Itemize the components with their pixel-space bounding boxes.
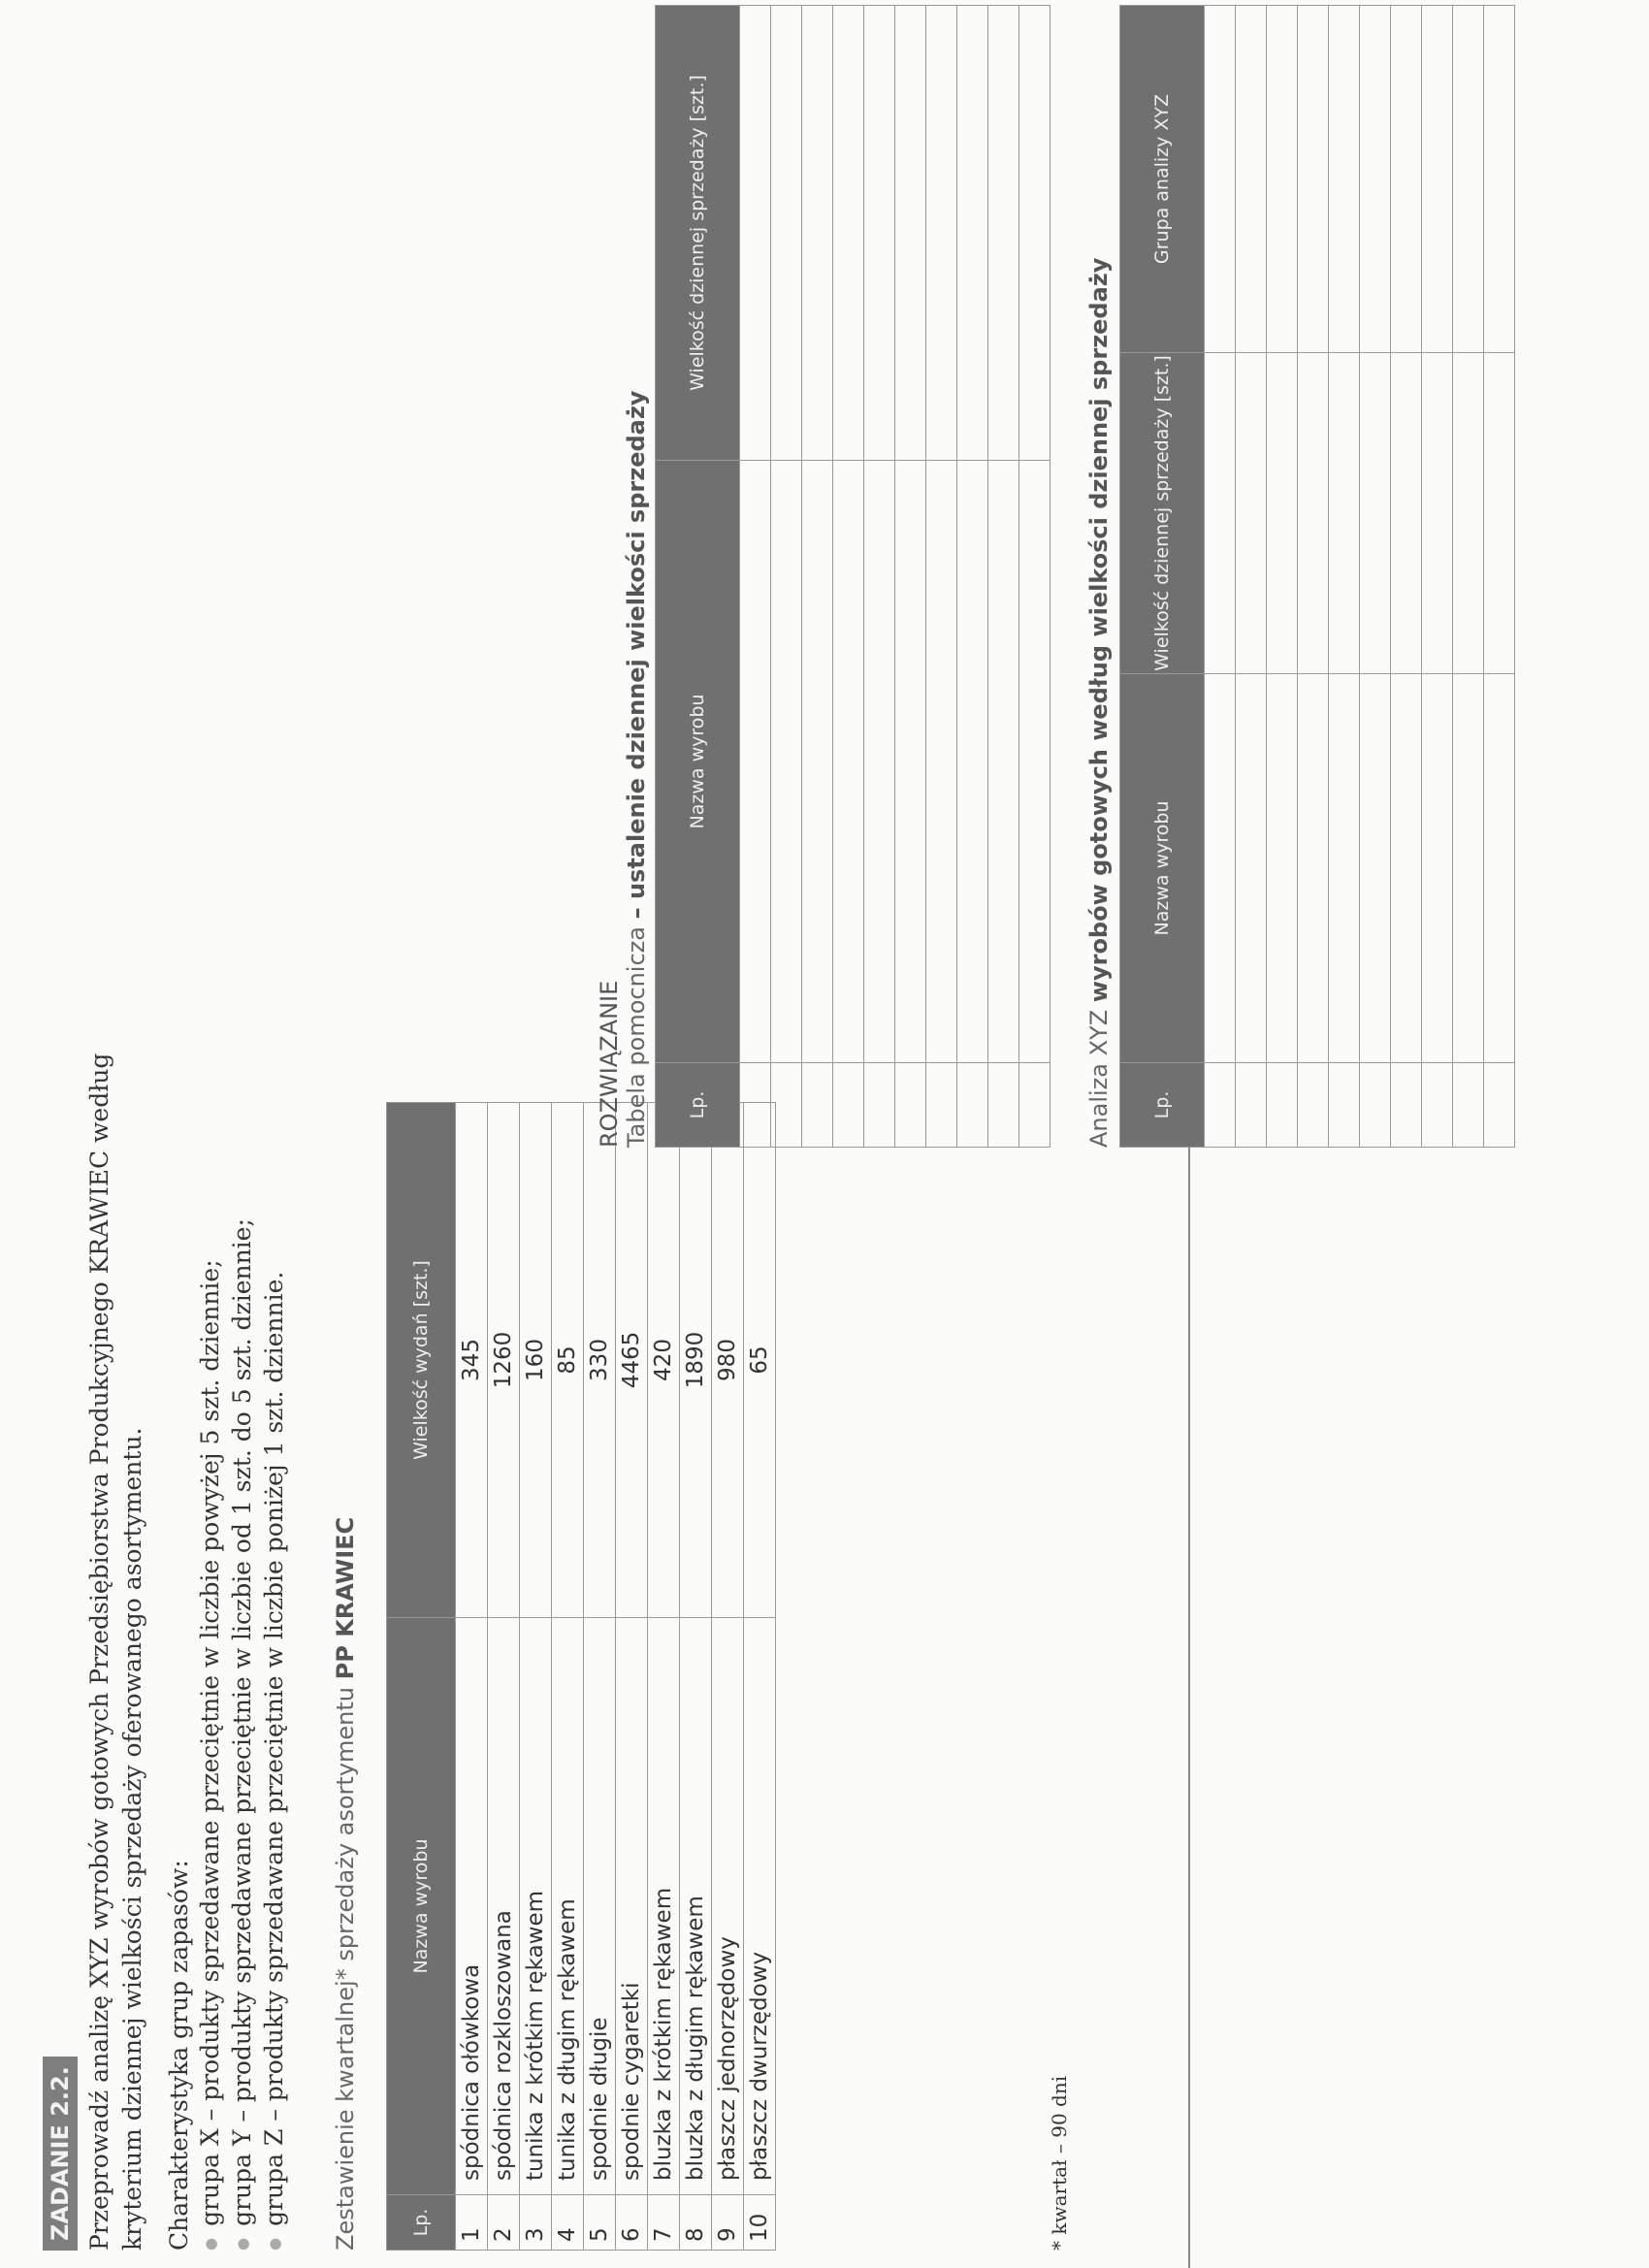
row-lp: 4	[552, 2195, 584, 2251]
empty-cell[interactable]	[1422, 674, 1453, 1063]
empty-cell[interactable]	[833, 461, 864, 1063]
empty-cell[interactable]	[1298, 353, 1329, 674]
empty-cell[interactable]	[895, 6, 926, 461]
table-row	[552, 1103, 584, 2251]
empty-cell[interactable]	[1360, 674, 1391, 1063]
empty-cell[interactable]	[988, 461, 1019, 1063]
col-value: Wielkość wydań [szt.]	[387, 1103, 456, 1618]
empty-cell[interactable]	[1391, 674, 1422, 1063]
solution-heading: ROZWIĄZANIE	[596, 980, 623, 1148]
row-name: tunika z krótkim rękawem	[520, 1618, 552, 2195]
empty-cell[interactable]	[802, 1063, 833, 1148]
empty-row	[1391, 6, 1422, 1148]
empty-row	[1236, 6, 1267, 1148]
empty-cell[interactable]	[802, 6, 833, 461]
empty-cell[interactable]	[771, 461, 802, 1063]
empty-cell[interactable]	[864, 6, 895, 461]
group-z: ● grupa Z – produkty sprzedawane przeciętnie w liczbie poniżej 1 szt. dziennie.	[260, 1218, 292, 2251]
page-divider	[1188, 1123, 1190, 2268]
sales-table-body	[456, 1103, 776, 2251]
aux-table	[655, 5, 1051, 1148]
aux-col-daily: Wielkość dziennej sprzedaży [szt.]	[656, 6, 740, 461]
empty-cell[interactable]	[1329, 1063, 1360, 1148]
group-y: ● grupa Y – produkty sprzedawane przeciętnie w liczbie od 1 szt. do 5 szt. dziennie;	[228, 1218, 260, 2251]
empty-cell[interactable]	[1205, 674, 1236, 1063]
empty-cell[interactable]	[771, 6, 802, 461]
empty-row	[957, 6, 988, 1148]
empty-row	[1422, 6, 1453, 1148]
table-row	[488, 1103, 520, 2251]
empty-cell[interactable]	[771, 1063, 802, 1148]
row-lp: 10	[744, 2195, 776, 2251]
empty-cell[interactable]	[740, 461, 771, 1063]
empty-row	[1329, 6, 1360, 1148]
task-badge: ZADANIE 2.2.	[43, 2057, 78, 2251]
aux-table-body	[740, 6, 1051, 1148]
empty-cell[interactable]	[1019, 461, 1051, 1063]
row-name: spódnica rozkloszowana	[488, 1618, 520, 2195]
table-row	[616, 1103, 648, 2251]
empty-row	[1298, 6, 1329, 1148]
empty-row	[802, 6, 833, 1148]
row-lp: 7	[648, 2195, 680, 2251]
empty-row	[895, 6, 926, 1148]
row-value: 160	[520, 1103, 552, 1618]
empty-cell[interactable]	[1267, 6, 1298, 353]
empty-cell[interactable]	[1267, 674, 1298, 1063]
empty-cell[interactable]	[926, 461, 957, 1063]
empty-row	[926, 6, 957, 1148]
empty-cell[interactable]	[926, 6, 957, 461]
empty-cell[interactable]	[833, 6, 864, 461]
empty-cell[interactable]	[1236, 353, 1267, 674]
empty-cell[interactable]	[1236, 1063, 1267, 1148]
empty-cell[interactable]	[1484, 6, 1515, 353]
empty-cell[interactable]	[1484, 674, 1515, 1063]
empty-cell[interactable]	[1360, 353, 1391, 674]
row-value: 345	[456, 1103, 488, 1618]
aux-table-title: Tabela pomocnicza – ustalenie dziennej wielkości sprzedaży	[623, 390, 650, 1148]
row-lp: 8	[680, 2195, 712, 2251]
empty-cell[interactable]	[1453, 353, 1484, 674]
table-row	[520, 1103, 552, 2251]
sales-table-header	[387, 1103, 456, 2251]
row-name: bluzka z krótkim rękawem	[648, 1618, 680, 2195]
col-name: Nazwa wyrobu	[387, 1618, 456, 2195]
row-name: spódnica ołówkowa	[456, 1618, 488, 2195]
empty-cell[interactable]	[1267, 353, 1298, 674]
xyz-table-title: Analiza XYZ wyrobów gotowych według wielkości dziennej sprzedaży	[1085, 257, 1113, 1148]
aux-col-name: Nazwa wyrobu	[656, 461, 740, 1063]
group-x: ● grupa X – produkty sprzedawane przeciętnie w liczbie powyżej 5 szt. dziennie;	[196, 1218, 228, 2251]
row-lp: 2	[488, 2195, 520, 2251]
empty-cell[interactable]	[895, 1063, 926, 1148]
empty-row	[833, 6, 864, 1148]
empty-cell[interactable]	[1391, 353, 1422, 674]
empty-cell[interactable]	[740, 6, 771, 461]
xyz-col-daily: Wielkość dziennej sprzedaży [szt.]	[1120, 353, 1205, 674]
aux-col-lp: Lp.	[656, 1063, 740, 1148]
groups-list	[196, 1218, 292, 2251]
empty-row	[1360, 6, 1391, 1148]
row-name: bluzka z długim rękawem	[680, 1618, 712, 2195]
xyz-table	[1119, 5, 1515, 1148]
empty-cell[interactable]	[1391, 6, 1422, 353]
empty-cell[interactable]	[988, 1063, 1019, 1148]
empty-cell[interactable]	[864, 1063, 895, 1148]
table-row	[584, 1103, 616, 2251]
empty-cell[interactable]	[1360, 6, 1391, 353]
row-name: spodnie cygaretki	[616, 1618, 648, 2195]
empty-row	[864, 6, 895, 1148]
row-lp: 3	[520, 2195, 552, 2251]
empty-cell[interactable]	[1484, 353, 1515, 674]
empty-row	[771, 6, 802, 1148]
row-value: 980	[712, 1103, 744, 1618]
xyz-col-lp: Lp.	[1120, 1063, 1205, 1148]
empty-cell[interactable]	[802, 461, 833, 1063]
empty-cell[interactable]	[1298, 674, 1329, 1063]
row-value: 85	[552, 1103, 584, 1618]
sales-table	[386, 1102, 776, 2251]
empty-cell[interactable]	[1329, 6, 1360, 353]
empty-row	[1019, 6, 1051, 1148]
empty-cell[interactable]	[1453, 674, 1484, 1063]
sales-table-title: Zestawienie kwartalnej* sprzedaży asortymentu PP KRAWIEC	[332, 1516, 359, 2251]
row-name: płaszcz dwurzędowy	[744, 1618, 776, 2195]
empty-cell[interactable]	[988, 6, 1019, 461]
empty-cell[interactable]	[1453, 1063, 1484, 1148]
row-lp: 9	[712, 2195, 744, 2251]
empty-cell[interactable]	[1298, 6, 1329, 353]
empty-cell[interactable]	[1422, 1063, 1453, 1148]
xyz-table-header	[1120, 6, 1205, 1148]
xyz-col-group: Grupa analizy XYZ	[1120, 6, 1205, 353]
empty-cell[interactable]	[957, 1063, 988, 1148]
table-row	[456, 1103, 488, 2251]
empty-row	[1453, 6, 1484, 1148]
row-value: 65	[744, 1103, 776, 1618]
empty-row	[988, 6, 1019, 1148]
empty-cell[interactable]	[1236, 6, 1267, 353]
empty-cell[interactable]	[926, 1063, 957, 1148]
empty-cell[interactable]	[1422, 6, 1453, 353]
empty-cell[interactable]	[1329, 674, 1360, 1063]
task-intro: Przeprowadź analizę XYZ wyrobów gotowych Przedsiębiorstwa Produkcyjnego KRAWIEC według kryterium dziennej wielkości sprzedaży oferowanego asortymentu.	[85, 1053, 146, 2251]
empty-cell[interactable]	[895, 461, 926, 1063]
empty-cell[interactable]	[833, 1063, 864, 1148]
empty-cell[interactable]	[1298, 1063, 1329, 1148]
groups-title: Charakterystyka grup zapasów:	[165, 1860, 193, 2251]
row-value: 4465	[616, 1103, 648, 1618]
col-lp: Lp.	[387, 2195, 456, 2251]
empty-cell[interactable]	[1205, 353, 1236, 674]
empty-cell[interactable]	[1329, 353, 1360, 674]
row-lp: 1	[456, 2195, 488, 2251]
empty-row	[1267, 6, 1298, 1148]
table-row	[744, 1103, 776, 2251]
empty-cell[interactable]	[1391, 1063, 1422, 1148]
empty-cell[interactable]	[1422, 353, 1453, 674]
row-value: 330	[584, 1103, 616, 1618]
empty-cell[interactable]	[957, 6, 988, 461]
row-name: spodnie długie	[584, 1618, 616, 2195]
empty-cell[interactable]	[1205, 6, 1236, 353]
aux-table-header	[656, 6, 740, 1148]
empty-cell[interactable]	[1484, 1063, 1515, 1148]
empty-row	[1484, 6, 1515, 1148]
xyz-table-body	[1205, 6, 1515, 1148]
xyz-col-name: Nazwa wyrobu	[1120, 674, 1205, 1063]
empty-row	[1205, 6, 1236, 1148]
footnote: * kwartał – 90 dni	[1048, 2075, 1071, 2251]
table-row	[648, 1103, 680, 2251]
empty-cell[interactable]	[1205, 1063, 1236, 1148]
empty-cell[interactable]	[957, 461, 988, 1063]
table-row	[680, 1103, 712, 2251]
empty-cell[interactable]	[1019, 6, 1051, 461]
empty-cell[interactable]	[1236, 674, 1267, 1063]
empty-row	[740, 6, 771, 1148]
empty-cell[interactable]	[740, 1063, 771, 1148]
row-value: 1890	[680, 1103, 712, 1618]
table-row	[712, 1103, 744, 2251]
empty-cell[interactable]	[1360, 1063, 1391, 1148]
row-lp: 5	[584, 2195, 616, 2251]
empty-cell[interactable]	[1453, 6, 1484, 353]
row-lp: 6	[616, 2195, 648, 2251]
row-value: 420	[648, 1103, 680, 1618]
empty-cell[interactable]	[864, 461, 895, 1063]
empty-cell[interactable]	[1267, 1063, 1298, 1148]
row-value: 1260	[488, 1103, 520, 1618]
row-name: tunika z długim rękawem	[552, 1618, 584, 2195]
row-name: płaszcz jednorzędowy	[712, 1618, 744, 2195]
empty-cell[interactable]	[1019, 1063, 1051, 1148]
